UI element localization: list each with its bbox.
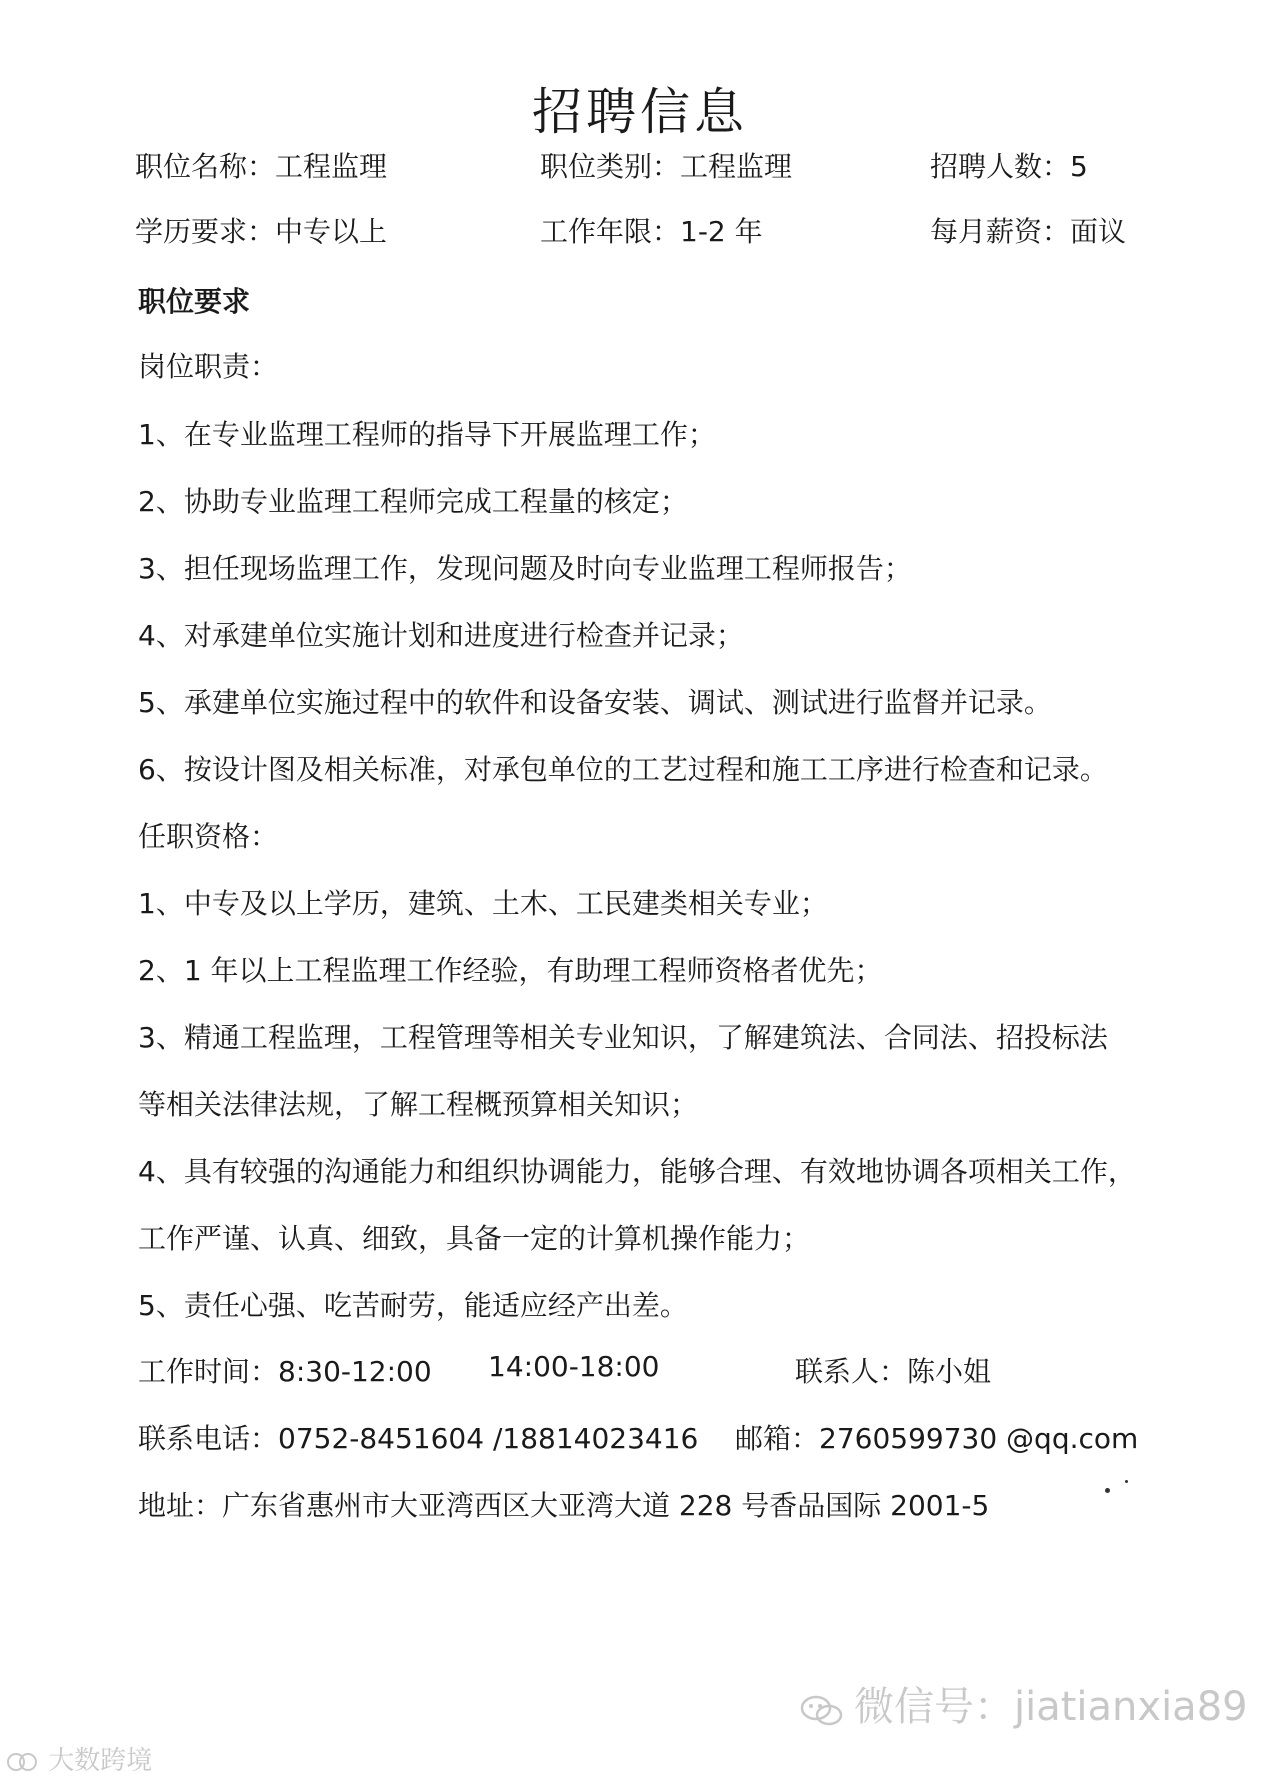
meta-headcount: 招聘人数：5 <box>930 150 1088 183</box>
meta-education: 学历要求：中专以上 <box>135 215 388 248</box>
duties-heading: 岗位职责： <box>138 350 279 383</box>
qualification-item-continued: 工作严谨、认真、细致，具备一定的计算机操作能力； <box>138 1222 811 1255</box>
qualification-item: 1、中专及以上学历，建筑、土木、工民建类相关专业； <box>138 887 828 920</box>
wechat-id-text: 微信号：jiatianxia89 <box>854 1684 1248 1730</box>
meta-salary: 每月薪资：面议 <box>930 215 1127 248</box>
duty-item: 4、对承建单位实施计划和进度进行检查并记录； <box>138 619 744 652</box>
qualifications-heading: 任职资格： <box>138 820 279 853</box>
work-hours-afternoon: 14:00-18:00 <box>488 1350 660 1383</box>
qualification-item: 3、精通工程监理，工程管理等相关专业知识，了解建筑法、合同法、招投标法 <box>138 1021 1108 1054</box>
scan-speck <box>1105 1488 1110 1493</box>
duty-item: 6、按设计图及相关标准，对承包单位的工艺过程和施工工序进行检查和记录。 <box>138 753 1108 786</box>
meta-position-category: 职位类别：工程监理 <box>540 150 793 183</box>
duty-item: 1、在专业监理工程师的指导下开展监理工作； <box>138 418 716 451</box>
contact-address: 地址：广东省惠州市大亚湾西区大亚湾大道 228 号香品国际 2001-5 <box>138 1489 990 1522</box>
brand-text: 大数跨境 <box>48 1746 153 1776</box>
contact-email: 邮箱：2760599730 @qq.com <box>735 1422 1139 1455</box>
scan-speck <box>1125 1480 1128 1483</box>
brand-watermark <box>6 1740 152 1777</box>
work-hours-morning: 工作时间：8:30-12:00 <box>138 1355 432 1388</box>
duty-item: 3、担任现场监理工作，发现问题及时向专业监理工程师报告； <box>138 552 912 585</box>
duty-item: 5、承建单位实施过程中的软件和设备安装、调试、测试进行监督并记录。 <box>138 686 1052 719</box>
brand-logo-icon <box>6 1746 48 1776</box>
qualification-item-continued: 等相关法律法规，了解工程概预算相关知识； <box>138 1088 699 1121</box>
wechat-icon <box>800 1692 844 1726</box>
qualification-item: 4、具有较强的沟通能力和组织协调能力，能够合理、有效地协调各项相关工作， <box>138 1155 1136 1188</box>
qualification-item: 2、1 年以上工程监理工作经验，有助理工程师资格者优先； <box>138 954 883 987</box>
page-title: 招聘信息 <box>532 83 748 141</box>
qualification-item: 5、责任心强、吃苦耐劳，能适应经产出差。 <box>138 1289 688 1322</box>
wechat-watermark <box>800 1675 1248 1732</box>
meta-position-name: 职位名称：工程监理 <box>135 150 388 183</box>
meta-experience: 工作年限：1-2 年 <box>540 215 763 248</box>
duty-item: 2、协助专业监理工程师完成工程量的核定； <box>138 485 688 518</box>
contact-phone: 联系电话：0752-8451604 /18814023416 <box>138 1422 699 1455</box>
requirements-heading: 职位要求 <box>138 285 251 318</box>
contact-person: 联系人：陈小姐 <box>795 1355 992 1388</box>
